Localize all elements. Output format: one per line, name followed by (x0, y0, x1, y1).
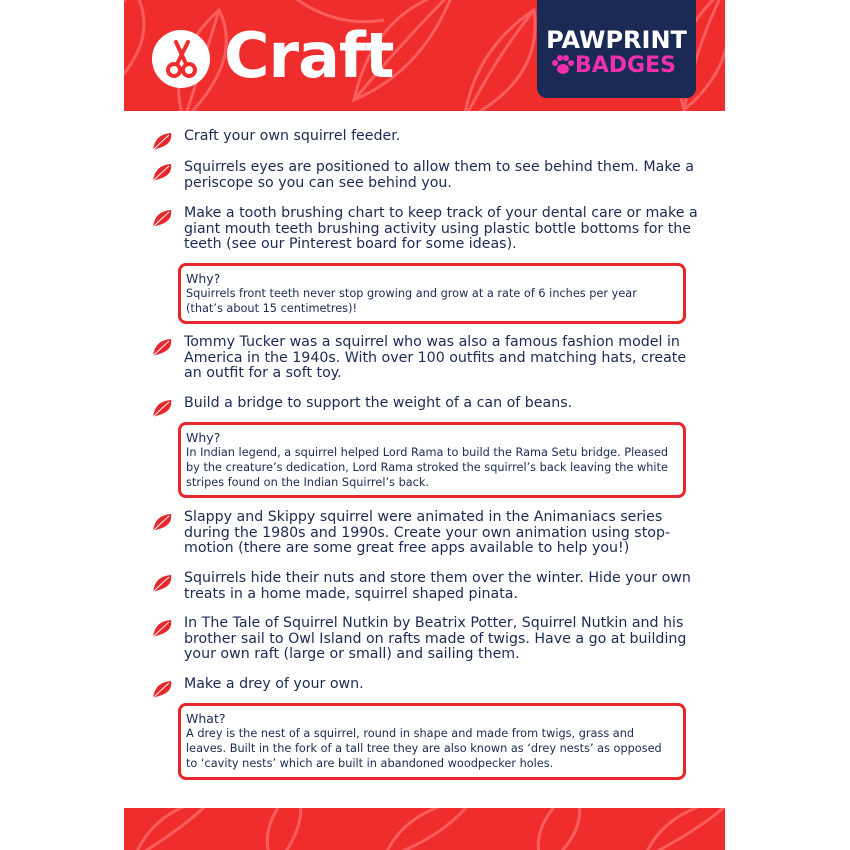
logo-text-top: PAWPRINT (546, 26, 687, 54)
item-text: Make a drey of your own. (184, 676, 364, 692)
scissors-icon (152, 30, 210, 88)
item-text: Squirrels eyes are positioned to allow them to see behind them. Make a periscope so you can see behind you. (184, 159, 694, 191)
note-label: What? (186, 711, 226, 726)
item-text: Slappy and Skippy squirrel were animated in the Animaniacs series during the 1980s and 1990s. Create your own animation using stop-motion (there are some great free apps available to help you!) (184, 509, 671, 556)
footer-banner (124, 808, 725, 850)
why-note-box (178, 422, 686, 498)
note-label: Why? (186, 271, 221, 286)
leaf-pattern-background (124, 808, 725, 850)
note-body: Squirrels front teeth never stop growing and grow at a rate of 6 inches per year (that’s about 15 centimetres)! (186, 287, 637, 315)
note-label: Why? (186, 430, 221, 445)
leaf-icon (151, 161, 175, 183)
item-text: Make a tooth brushing chart to keep track of your dental care or make a giant mouth teeth brushing activity using plastic bottle bottoms for the teeth (see our Pinterest board for some ideas). (184, 205, 698, 252)
item-text: Tommy Tucker was a squirrel who was also a famous fashion model in America in the 1940s. With over 100 outfits and matching hats, create an outfit for a soft toy. (184, 334, 687, 381)
leaf-icon (151, 678, 175, 700)
leaf-icon (151, 130, 175, 152)
leaf-icon (151, 617, 175, 639)
leaf-icon (151, 207, 175, 229)
leaf-icon (151, 336, 175, 358)
pawprint-badges-logo (537, 0, 696, 98)
logo-text-bottom: BADGES (575, 53, 676, 78)
why-note-box (178, 263, 686, 324)
note-body: A drey is the nest of a squirrel, round in shape and made from twigs, grass and leaves. Built in the fork of a tall tree they are also known as ‘drey nests’ as opposed to ‘cavity nests’ which are built in abandoned woodpecker holes. (186, 727, 662, 770)
scissors-badge (152, 30, 210, 88)
page-title: Craft (224, 19, 394, 92)
leaf-icon (151, 572, 175, 594)
leaf-icon (151, 511, 175, 533)
item-text: Craft your own squirrel feeder. (184, 128, 401, 144)
what-note-box (178, 703, 686, 780)
activity-page (124, 0, 725, 850)
item-text: In The Tale of Squirrel Nutkin by Beatrix Potter, Squirrel Nutkin and his brother sail to Owl Island on rafts made of twigs. Have a go at building your own raft (large or small) and sailing them. (184, 615, 687, 662)
leaf-icon (151, 397, 175, 419)
item-text: Squirrels hide their nuts and store them over the winter. Hide your own treats in a home made, squirrel shaped pinata. (184, 570, 691, 602)
header-banner (124, 0, 725, 111)
paw-icon (551, 54, 575, 76)
item-text: Build a bridge to support the weight of a can of beans. (184, 395, 573, 411)
note-body: In Indian legend, a squirrel helped Lord Rama to build the Rama Setu bridge. Pleased by the creature’s dedication, Lord Rama stroked the squirrel’s back leaving the white stripes found on the Indian Squirrel’s back. (186, 446, 669, 489)
